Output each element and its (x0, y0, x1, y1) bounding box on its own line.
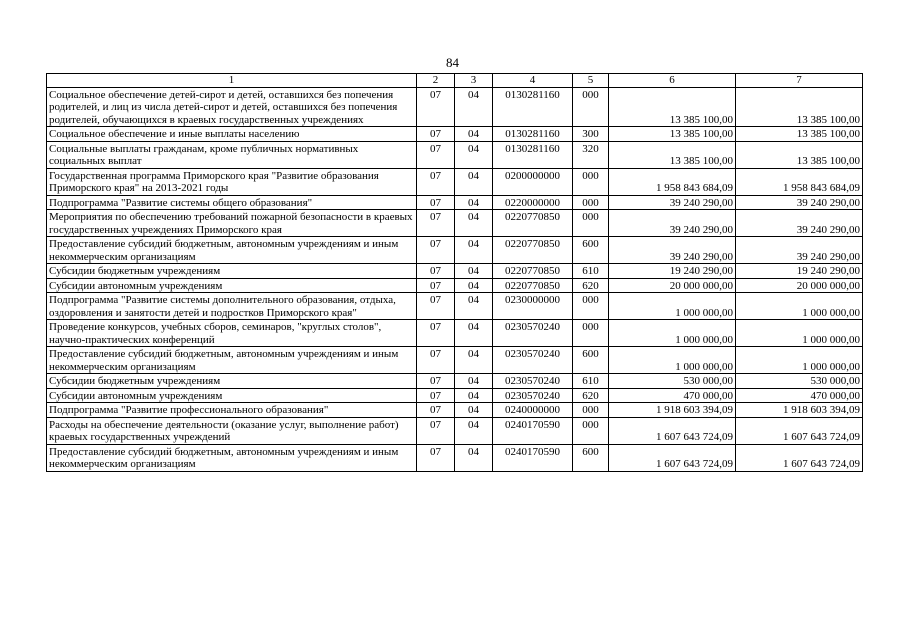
amount-cell: 19 240 290,00 (736, 264, 863, 279)
subsection-code-cell: 04 (455, 320, 493, 347)
amount-cell: 1 000 000,00 (609, 320, 736, 347)
section-code-cell: 07 (417, 278, 455, 293)
item-name-cell: Расходы на обеспечение деятельности (оказание услуг, выполнение работ) краевых государственных учреждений (47, 417, 417, 444)
amount-cell: 13 385 100,00 (736, 87, 863, 127)
target-article-cell: 0220000000 (493, 195, 573, 210)
expense-type-cell: 000 (573, 320, 609, 347)
section-code-cell: 07 (417, 210, 455, 237)
item-name-cell: Проведение конкурсов, учебных сборов, семинаров, "круглых столов", научно-практических конференций (47, 320, 417, 347)
subsection-code-cell: 04 (455, 403, 493, 418)
table-row (47, 374, 863, 389)
section-code-cell: 07 (417, 417, 455, 444)
amount-cell: 1 607 643 724,09 (736, 417, 863, 444)
header-cell: 7 (736, 74, 863, 88)
amount-cell: 39 240 290,00 (736, 195, 863, 210)
subsection-code-cell: 04 (455, 444, 493, 471)
section-code-cell: 07 (417, 403, 455, 418)
expense-type-cell: 600 (573, 347, 609, 374)
table-row (47, 127, 863, 142)
subsection-code-cell: 04 (455, 293, 493, 320)
expense-type-cell: 000 (573, 293, 609, 320)
amount-cell: 19 240 290,00 (609, 264, 736, 279)
target-article-cell: 0240170590 (493, 444, 573, 471)
subsection-code-cell: 04 (455, 237, 493, 264)
section-code-cell: 07 (417, 141, 455, 168)
subsection-code-cell: 04 (455, 417, 493, 444)
header-cell: 4 (493, 74, 573, 88)
amount-cell: 39 240 290,00 (609, 195, 736, 210)
amount-cell: 20 000 000,00 (609, 278, 736, 293)
amount-cell: 39 240 290,00 (609, 210, 736, 237)
section-code-cell: 07 (417, 374, 455, 389)
header-cell: 6 (609, 74, 736, 88)
table-body (47, 87, 863, 471)
target-article-cell: 0220770850 (493, 278, 573, 293)
table-row (47, 168, 863, 195)
amount-cell: 470 000,00 (609, 388, 736, 403)
table-row (47, 347, 863, 374)
section-code-cell: 07 (417, 87, 455, 127)
amount-cell: 530 000,00 (736, 374, 863, 389)
expense-type-cell: 610 (573, 264, 609, 279)
table-row (47, 237, 863, 264)
target-article-cell: 0240000000 (493, 403, 573, 418)
target-article-cell: 0220770850 (493, 210, 573, 237)
expense-type-cell: 000 (573, 210, 609, 237)
table-row (47, 417, 863, 444)
table-row (47, 403, 863, 418)
item-name-cell: Подпрограмма "Развитие профессионального образования" (47, 403, 417, 418)
amount-cell: 13 385 100,00 (736, 127, 863, 142)
amount-cell: 1 607 643 724,09 (609, 444, 736, 471)
header-cell: 3 (455, 74, 493, 88)
section-code-cell: 07 (417, 444, 455, 471)
table-row (47, 320, 863, 347)
section-code-cell: 07 (417, 388, 455, 403)
header-cell: 2 (417, 74, 455, 88)
item-name-cell: Подпрограмма "Развитие системы общего образования" (47, 195, 417, 210)
amount-cell: 13 385 100,00 (609, 141, 736, 168)
subsection-code-cell: 04 (455, 278, 493, 293)
amount-cell: 13 385 100,00 (736, 141, 863, 168)
table-row (47, 444, 863, 471)
subsection-code-cell: 04 (455, 388, 493, 403)
target-article-cell: 0240170590 (493, 417, 573, 444)
amount-cell: 13 385 100,00 (609, 87, 736, 127)
expense-type-cell: 600 (573, 237, 609, 264)
target-article-cell: 0230570240 (493, 320, 573, 347)
amount-cell: 1 000 000,00 (609, 347, 736, 374)
target-article-cell: 0230570240 (493, 347, 573, 374)
item-name-cell: Субсидии автономным учреждениям (47, 388, 417, 403)
item-name-cell: Предоставление субсидий бюджетным, автономным учреждениям и иным некоммерческим организациям (47, 237, 417, 264)
amount-cell: 1 958 843 684,09 (609, 168, 736, 195)
amount-cell: 1 918 603 394,09 (736, 403, 863, 418)
target-article-cell: 0200000000 (493, 168, 573, 195)
amount-cell: 1 958 843 684,09 (736, 168, 863, 195)
section-code-cell: 07 (417, 168, 455, 195)
subsection-code-cell: 04 (455, 210, 493, 237)
section-code-cell: 07 (417, 293, 455, 320)
table-row (47, 264, 863, 279)
item-name-cell: Социальное обеспечение детей-сирот и детей, оставшихся без попечения родителей, и лиц из числа детей-сирот и детей, оставшихся без попечения родителей, обучающихся в краевых государственных учреждениях (47, 87, 417, 127)
item-name-cell: Субсидии бюджетным учреждениям (47, 264, 417, 279)
section-code-cell: 07 (417, 237, 455, 264)
expense-type-cell: 320 (573, 141, 609, 168)
section-code-cell: 07 (417, 320, 455, 347)
section-code-cell: 07 (417, 347, 455, 374)
subsection-code-cell: 04 (455, 264, 493, 279)
item-name-cell: Социальное обеспечение и иные выплаты населению (47, 127, 417, 142)
amount-cell: 1 607 643 724,09 (609, 417, 736, 444)
amount-cell: 39 240 290,00 (609, 237, 736, 264)
amount-cell: 530 000,00 (609, 374, 736, 389)
item-name-cell: Субсидии автономным учреждениям (47, 278, 417, 293)
item-name-cell: Подпрограмма "Развитие системы дополнительного образования, отдыха, оздоровления и занятости детей и подростков Приморского края" (47, 293, 417, 320)
expense-type-cell: 610 (573, 374, 609, 389)
target-article-cell: 0130281160 (493, 87, 573, 127)
item-name-cell: Субсидии бюджетным учреждениям (47, 374, 417, 389)
subsection-code-cell: 04 (455, 347, 493, 374)
amount-cell: 1 000 000,00 (609, 293, 736, 320)
item-name-cell: Предоставление субсидий бюджетным, автономным учреждениям и иным некоммерческим организациям (47, 347, 417, 374)
target-article-cell: 0230000000 (493, 293, 573, 320)
budget-table (46, 73, 863, 472)
table-row (47, 195, 863, 210)
amount-cell: 13 385 100,00 (609, 127, 736, 142)
section-code-cell: 07 (417, 195, 455, 210)
expense-type-cell: 000 (573, 168, 609, 195)
table-header-row (47, 74, 863, 88)
page-number: 84 (446, 55, 459, 70)
amount-cell: 1 000 000,00 (736, 320, 863, 347)
section-code-cell: 07 (417, 127, 455, 142)
item-name-cell: Мероприятия по обеспечению требований пожарной безопасности в краевых государственных учреждениях Приморского края (47, 210, 417, 237)
subsection-code-cell: 04 (455, 141, 493, 168)
expense-type-cell: 620 (573, 388, 609, 403)
subsection-code-cell: 04 (455, 127, 493, 142)
amount-cell: 39 240 290,00 (736, 237, 863, 264)
target-article-cell: 0130281160 (493, 141, 573, 168)
amount-cell: 1 918 603 394,09 (609, 403, 736, 418)
subsection-code-cell: 04 (455, 168, 493, 195)
expense-type-cell: 620 (573, 278, 609, 293)
amount-cell: 39 240 290,00 (736, 210, 863, 237)
subsection-code-cell: 04 (455, 195, 493, 210)
target-article-cell: 0130281160 (493, 127, 573, 142)
table-row (47, 210, 863, 237)
table-row (47, 293, 863, 320)
subsection-code-cell: 04 (455, 374, 493, 389)
amount-cell: 20 000 000,00 (736, 278, 863, 293)
section-code-cell: 07 (417, 264, 455, 279)
target-article-cell: 0220770850 (493, 264, 573, 279)
expense-type-cell: 000 (573, 195, 609, 210)
table-row (47, 141, 863, 168)
table-row (47, 87, 863, 127)
amount-cell: 1 000 000,00 (736, 293, 863, 320)
target-article-cell: 0230570240 (493, 388, 573, 403)
target-article-cell: 0220770850 (493, 237, 573, 264)
item-name-cell: Предоставление субсидий бюджетным, автономным учреждениям и иным некоммерческим организациям (47, 444, 417, 471)
table-row (47, 278, 863, 293)
expense-type-cell: 300 (573, 127, 609, 142)
target-article-cell: 0230570240 (493, 374, 573, 389)
expense-type-cell: 000 (573, 417, 609, 444)
subsection-code-cell: 04 (455, 87, 493, 127)
expense-type-cell: 000 (573, 87, 609, 127)
amount-cell: 1 607 643 724,09 (736, 444, 863, 471)
item-name-cell: Социальные выплаты гражданам, кроме публичных нормативных социальных выплат (47, 141, 417, 168)
expense-type-cell: 600 (573, 444, 609, 471)
header-cell: 5 (573, 74, 609, 88)
header-cell: 1 (47, 74, 417, 88)
item-name-cell: Государственная программа Приморского края "Развитие образования Приморского края" на 2013-2021 годы (47, 168, 417, 195)
table-row (47, 388, 863, 403)
amount-cell: 470 000,00 (736, 388, 863, 403)
amount-cell: 1 000 000,00 (736, 347, 863, 374)
expense-type-cell: 000 (573, 403, 609, 418)
